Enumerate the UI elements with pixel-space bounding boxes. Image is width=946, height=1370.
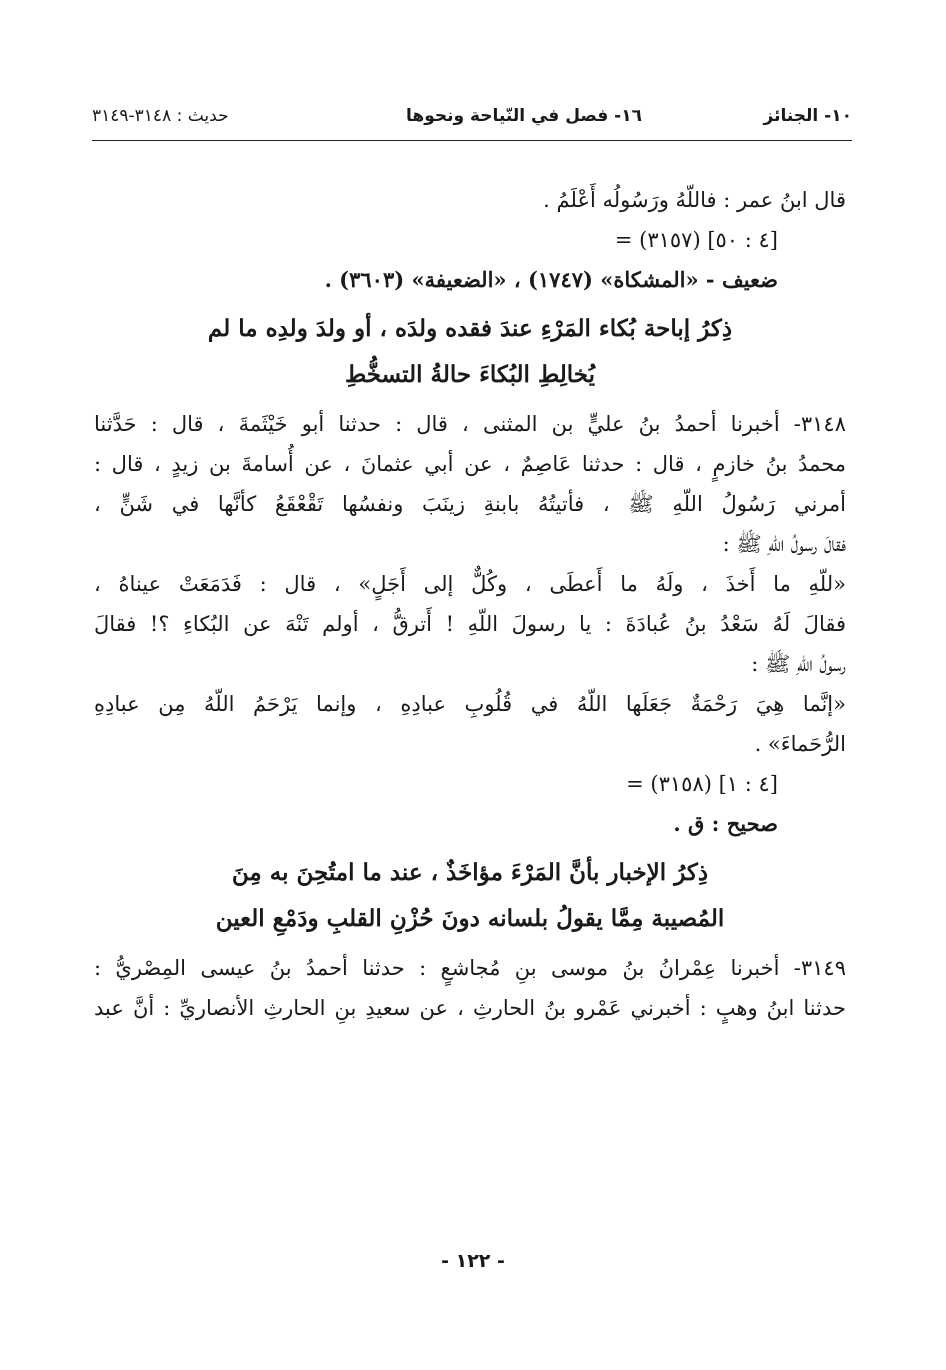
hadith-grade: صحيح : ق . [673,811,778,836]
hadith-text-line: الرُّحَماءَ» . [754,732,846,756]
header-book-section: ١٠- الجنائز [763,106,852,126]
page-number: - ١٢٢ - [441,1250,505,1272]
hadith-reference: = (٣١٥٧) [٤ : ٥٠] [614,228,778,252]
hadith-text-line: أمرني رَسُولُ اللّهِ ﷺ ، فأتيتُهُ بابنةِ زينَبَ ونفسُها تَقْعْقَعُ كأنَّها في شَنٍّ ، [94,492,846,516]
header-chapter-title: ١٦- فصل في النّياحة ونحوها [406,106,642,126]
chapter-heading-line: المُصيبة مِمَّا يقولُ بلسانه دونَ حُزْنِ القلبِ ودَمْعِ العين [215,905,725,932]
page-body [94,180,846,1028]
chapter-heading-line: يُخالِطِ البُكاءَ حالةُ التسخُّطِ [344,361,596,388]
hadith-text-line: «إنَّما هِيَ رَحْمَةٌ جَعَلَها اللّهُ في قُلُوبِ عبادِهِ ، وإنما يَرْحَمُ اللّهُ مِن عبادِهِ [94,692,846,716]
hadith-text-line: ٣١٤٩- أخبرنا عِمْرانُ بنُ موسى بنِ مُجاشعٍ : حدثنا أحمدُ بنُ عيسى المِصْريُّ : [94,956,846,980]
text-line: قال ابنُ عمر : فاللّهُ ورَسُولُه أَعْلَمُ . [543,188,846,212]
chapter-heading-line: ذِكرُ إباحة بُكاء المَرْءِ عندَ فقده ولدَه ، أو ولدَ ولدِه ما لم [207,315,733,342]
hadith-text-line: «للّهِ ما أَخذَ ، ولَهُ ما أَعطَى ، وكُلٌّ إلى أَجَلٍ» ، قال : فَدَمَعَتْ عيناهُ ، [94,572,846,596]
chapter-heading-line: ذِكرُ الإخبار بأنَّ المَرْءَ مؤاخَذٌ ، عند ما امتُحِنَ به مِنَ [231,859,709,886]
header-divider [92,140,852,141]
hadith-text-line: حدثنا ابنُ وهبٍ : أخبرني عَمْرو بنُ الحارثِ ، عن سعيدِ بنِ الحارثِ الأنصاريِّ : أنَّ عبد [94,996,846,1020]
hadith-grade: ضعيف - «المشكاة» (١٧٤٧) ، «الضعيفة» (٣٦٠٣) . [324,267,778,292]
hadith-text-line: فقالَ رسولُ اللّهِ ﷺ : [722,532,846,556]
hadith-text-line: فقالَ لَهُ سَعْدُ بنُ عُبادَةَ : يا رسولَ اللّهِ ! أَترقُّ ، أولم تَنْهَ عن البُكاءِ ؟! فقالَ [94,612,846,636]
hadith-text-line: محمدُ بنُ خازمٍ ، قال : حدثنا عَاصِمٌ ، عن أبي عثمانَ ، عن أُسامةَ بن زيدٍ ، قال : [94,452,846,476]
hadith-reference: = (٣١٥٨) [٤ : ١] [626,772,778,796]
header-hadith-range: حديث : ٣١٤٨-٣١٤٩ [92,106,229,126]
hadith-text-line: ٣١٤٨- أخبرنا أحمدُ بنُ عليٍّ بن المثنى ، قال : حدثنا أبو خَيْثَمةَ ، قال : حَدَّثنا [94,412,846,436]
hadith-text-line: رسولُ اللّهِ ﷺ : [751,652,846,676]
running-header [92,100,852,136]
